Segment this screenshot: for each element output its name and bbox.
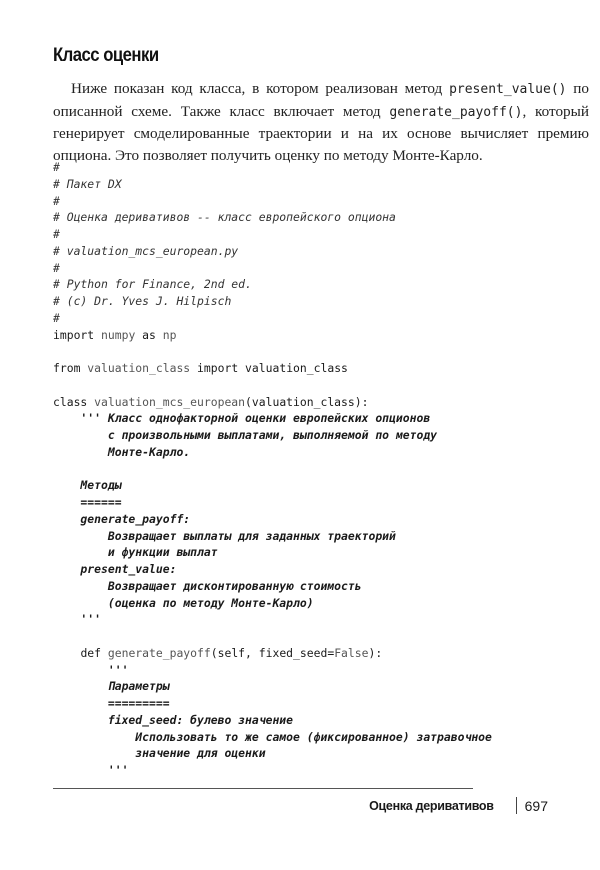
code-comment: # bbox=[53, 260, 60, 275]
code-docstring: generate_payoff: bbox=[53, 511, 191, 526]
code-docstring: (оценка по методу Монте-Карло) bbox=[53, 595, 314, 610]
code-docstring: и функции выплат bbox=[53, 545, 218, 560]
code-docstring: present_value: bbox=[53, 562, 177, 576]
code-docstring: Монте-Карло. bbox=[53, 444, 191, 459]
paragraph-text: , который генерирует смоделированные траектории и на их основе вычисляет премию опциона. Это позволяет получить оценку по методу Монте-Карло. bbox=[53, 102, 589, 164]
code-comment: # bbox=[53, 310, 60, 325]
code-docstring: ====== bbox=[53, 495, 122, 509]
footer-separator bbox=[516, 797, 517, 814]
paragraph-text: по описанной схеме. Также класс включает метод bbox=[53, 80, 589, 120]
code-import-line: import numpy as np bbox=[53, 327, 177, 342]
code-docstring: Возвращает выплаты для заданных траекторий bbox=[53, 528, 396, 543]
code-comment: # bbox=[53, 227, 60, 241]
code-blank-line bbox=[53, 628, 492, 645]
code-comment: # valuation_mcs_european.py bbox=[53, 243, 239, 258]
code-from-import-line: from valuation_class import valuation_class bbox=[53, 361, 348, 375]
code-docstring: значение для оценки bbox=[53, 746, 266, 761]
inline-code-present-value: present_value() bbox=[449, 82, 567, 97]
footer-rule bbox=[53, 788, 473, 789]
code-docstring: Методы bbox=[53, 478, 122, 493]
code-docstring: fixed_seed: булево значение bbox=[53, 712, 294, 727]
code-docstring: ''' bbox=[53, 662, 129, 677]
code-comment: # Python for Finance, 2nd ed. bbox=[53, 277, 252, 292]
code-blank-line bbox=[53, 377, 492, 394]
code-docstring: Использовать то же самое (фиксированное) затравочное bbox=[53, 729, 492, 744]
inline-code-generate-payoff: generate_payoff() bbox=[389, 104, 523, 120]
paragraph-text: Ниже показан код класса, в котором реализован метод bbox=[71, 80, 450, 97]
code-docstring: ========= bbox=[53, 696, 170, 710]
page-number: 697 bbox=[524, 797, 548, 814]
code-docstring: ''' bbox=[53, 763, 129, 777]
page-footer bbox=[369, 797, 548, 814]
code-comment: # bbox=[53, 160, 60, 174]
code-listing bbox=[53, 159, 492, 779]
code-docstring: ''' Класс однофакторной оценки европейских опционов bbox=[53, 411, 431, 426]
code-comment: # bbox=[53, 193, 60, 208]
code-docstring: Возвращает дисконтированную стоимость bbox=[53, 578, 362, 593]
code-comment: # (c) Dr. Yves J. Hilpisch bbox=[53, 294, 232, 308]
intro-paragraph bbox=[53, 78, 589, 166]
code-docstring: Параметры bbox=[53, 679, 170, 694]
code-def-line: def generate_payoff(self, fixed_seed=False): bbox=[80, 645, 383, 660]
code-blank-line bbox=[53, 343, 492, 360]
code-comment: # Оценка деривативов -- класс европейского опциона bbox=[53, 210, 396, 225]
section-heading: Класс оценки bbox=[53, 45, 159, 66]
footer-section-title: Оценка деривативов bbox=[369, 798, 494, 813]
code-comment: # Пакет DX bbox=[53, 176, 122, 191]
code-class-line: class valuation_mcs_european(valuation_class): bbox=[53, 394, 369, 409]
code-docstring: ''' bbox=[53, 612, 102, 627]
code-docstring: с произвольными выплатами, выполняемой по методу bbox=[53, 428, 438, 442]
code-docstring bbox=[53, 461, 492, 478]
